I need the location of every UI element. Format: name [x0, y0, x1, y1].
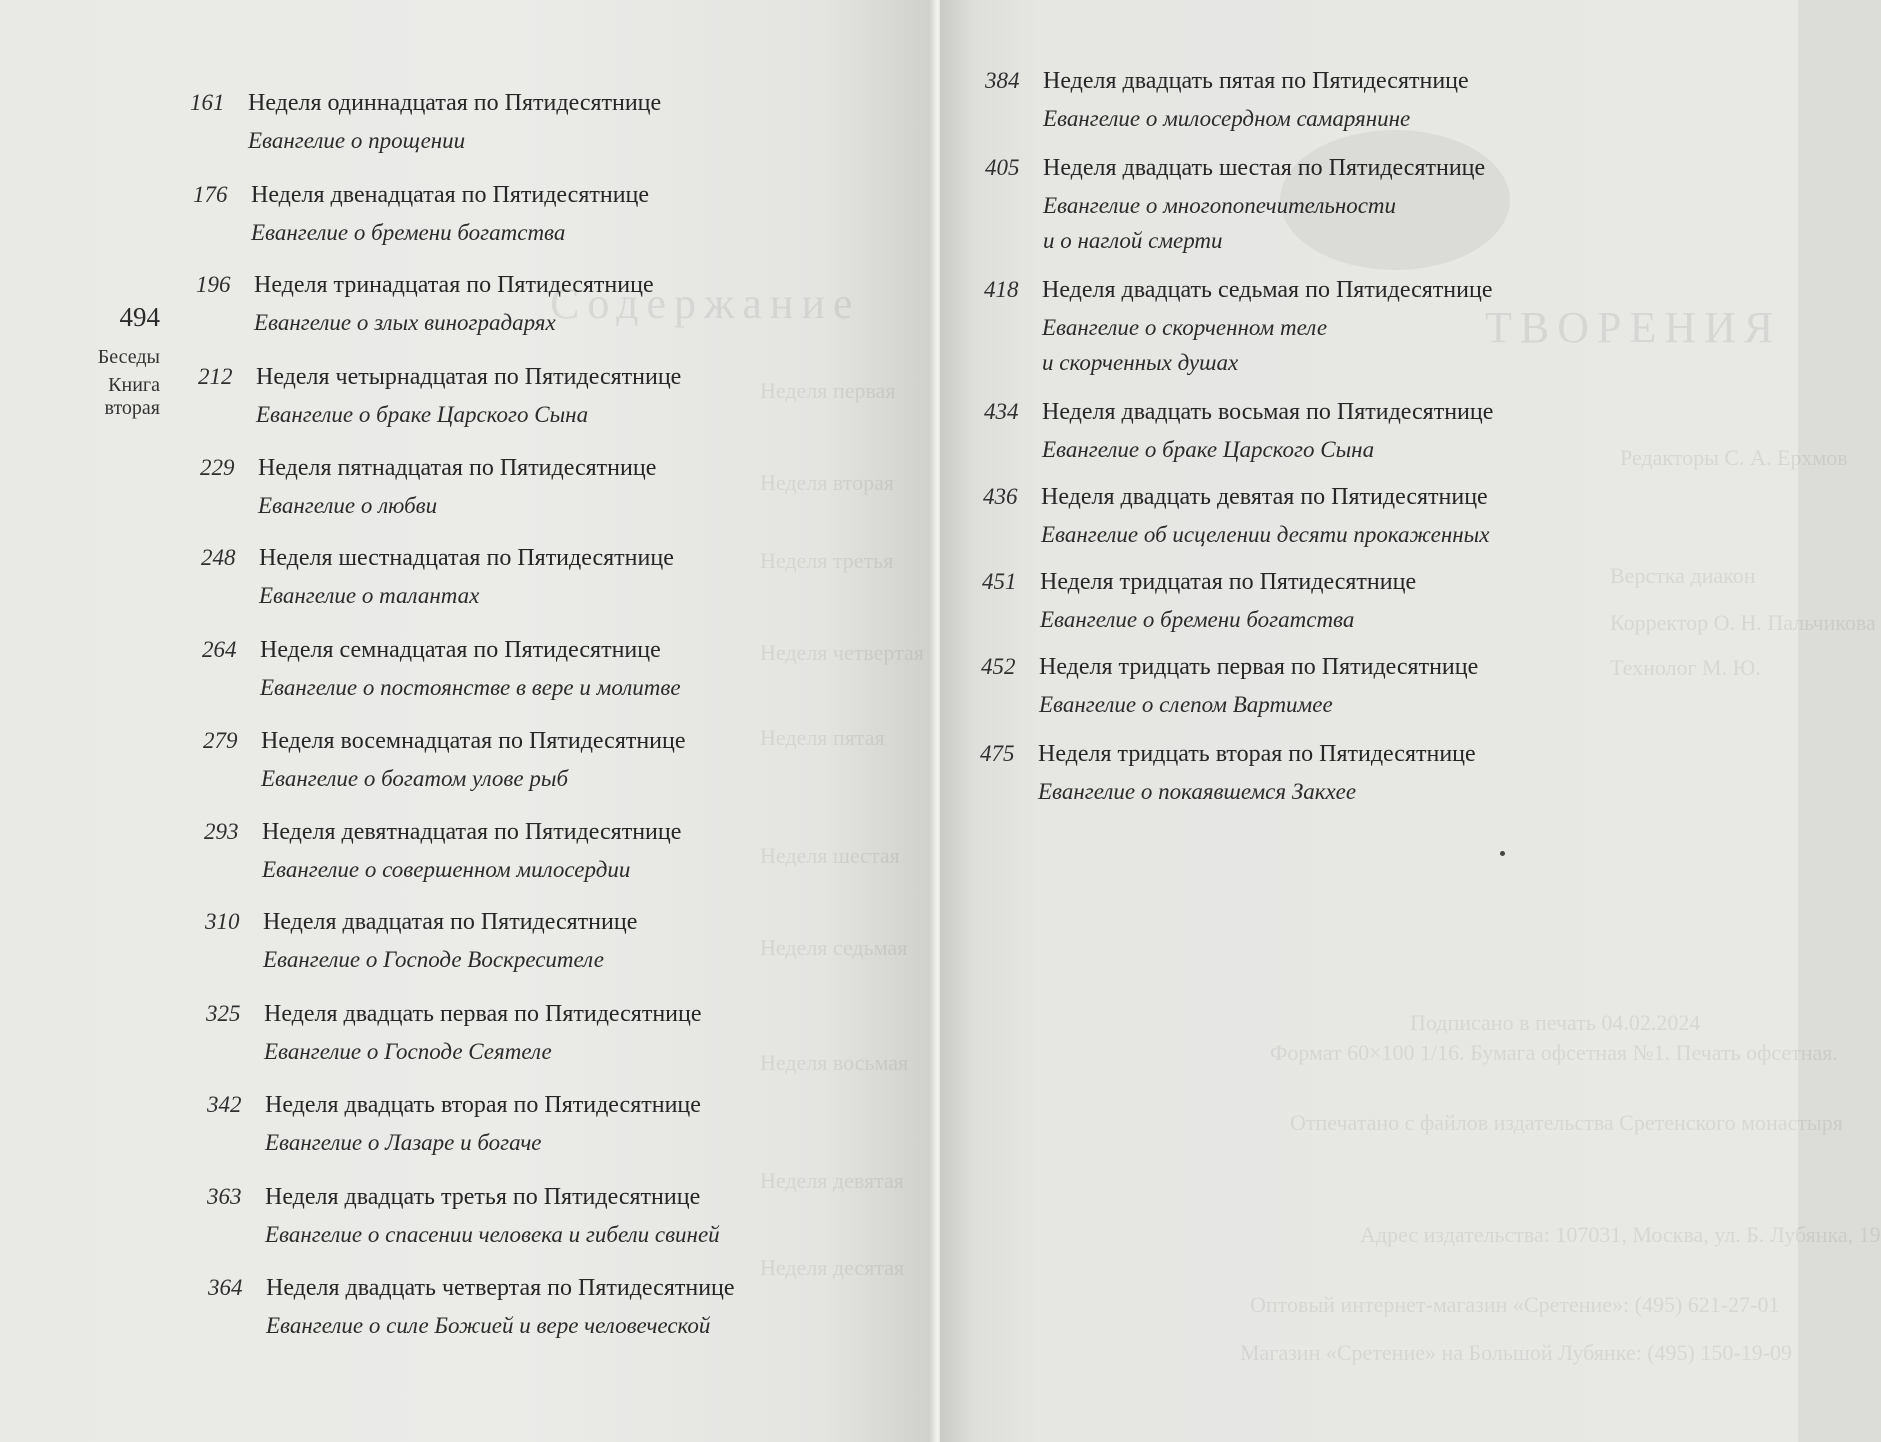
toc-gospel-reading: и скорченных душах — [1042, 350, 1239, 375]
toc-gospel-reading: Евангелие о постоянстве в вере и молитве — [260, 675, 681, 700]
toc-chapter-title: Неделя семнадцатая по Пятидесятнице — [260, 637, 661, 663]
toc-chapter-title: Неделя двадцать третья по Пятидесятнице — [265, 1184, 701, 1210]
toc-gospel-reading: Евангелие о многопопечительности — [1043, 193, 1397, 218]
show-through-line: Редакторы С. А. Ерхмов — [1620, 445, 1848, 470]
toc-page-number: 279 — [203, 728, 238, 753]
toc-page-number: 434 — [984, 399, 1019, 424]
toc-page-number: 418 — [984, 277, 1019, 302]
toc-chapter-title: Неделя шестнадцатая по Пятидесятнице — [259, 545, 674, 571]
show-through-line: Неделя первая — [760, 378, 896, 403]
toc-chapter-title: Неделя пятнадцатая по Пятидесятнице — [258, 455, 657, 481]
toc-page-number: 364 — [208, 1275, 243, 1300]
toc-chapter-title: Неделя двадцать первая по Пятидесятнице — [264, 1001, 702, 1027]
toc-chapter-title: Неделя тридцать вторая по Пятидесятнице — [1038, 741, 1476, 767]
show-through-illustration — [1280, 130, 1510, 270]
toc-page-number: 176 — [193, 182, 228, 207]
toc-gospel-reading: Евангелие о совершенном милосердии — [262, 857, 631, 882]
show-through-line: Неделя восьмая — [760, 1050, 909, 1075]
toc-page-number: 436 — [983, 484, 1018, 509]
toc-chapter-title: Неделя тринадцатая по Пятидесятнице — [254, 272, 654, 298]
running-header — [60, 300, 160, 420]
toc-gospel-reading: Евангелие о бремени богатства — [251, 220, 566, 245]
show-through-line: Адрес издательства: 107031, Москва, ул. Б. Лубянка, 19 — [1360, 1222, 1881, 1247]
toc-gospel-reading: Евангелие о Господе Сеятеле — [264, 1039, 552, 1064]
show-through-line: Магазин «Сретение» на Большой Лубянке: (495) 150-19-09 — [1240, 1340, 1793, 1365]
toc-page-number: 363 — [207, 1184, 242, 1209]
toc-gospel-reading: Евангелие о покаявшемся Закхее — [1038, 779, 1357, 804]
toc-gospel-reading: Евангелие о Лазаре и богаче — [265, 1130, 542, 1155]
show-through-line: Неделя третья — [760, 548, 894, 573]
toc-gospel-reading: Евангелие о скорченном теле — [1042, 315, 1328, 340]
toc-page-number: 475 — [980, 741, 1015, 766]
show-through-line: Отпечатано с файлов издательства Сретенского монастыря — [1290, 1110, 1843, 1135]
toc-chapter-title: Неделя тридцатая по Пятидесятнице — [1040, 569, 1417, 595]
show-through-line: Неделя десятая — [760, 1255, 905, 1280]
show-through-line: Подписано в печать 04.02.2024 — [1410, 1010, 1701, 1035]
show-through-line: Формат 60×100 1/16. Бумага офсетная №1. Печать офсетная. — [1270, 1040, 1838, 1065]
show-through-line: Неделя девятая — [760, 1168, 904, 1193]
running-subtitle: Книга вторая — [104, 374, 160, 419]
toc-gospel-reading: Евангелие о талантах — [259, 583, 480, 608]
toc-chapter-title: Неделя одиннадцатая по Пятидесятнице — [248, 90, 662, 116]
show-through-line: Неделя вторая — [760, 470, 894, 495]
toc-page-number: 325 — [206, 1001, 241, 1026]
toc-chapter-title: Неделя восемнадцатая по Пятидесятнице — [261, 728, 686, 754]
toc-chapter-title: Неделя девятнадцатая по Пятидесятнице — [262, 819, 682, 845]
show-through-line: Неделя шестая — [760, 843, 900, 868]
toc-gospel-reading: Евангелие о браке Царского Сына — [256, 402, 589, 427]
toc-page-number: 161 — [190, 90, 225, 115]
toc-chapter-title: Неделя тридцать первая по Пятидесятнице — [1039, 654, 1479, 680]
toc-gospel-reading: Евангелие о браке Царского Сына — [1042, 437, 1375, 462]
toc-chapter-title: Неделя двадцать шестая по Пятидесятнице — [1043, 155, 1486, 181]
show-through-line: Корректор О. Н. Пальчикова — [1610, 610, 1876, 635]
show-through-line: Неделя четвертая — [760, 640, 924, 665]
page-number: 494 — [119, 302, 160, 332]
left-page — [0, 0, 936, 1442]
show-through-line: Неделя седьмая — [760, 935, 908, 960]
toc-page-number: 405 — [985, 155, 1020, 180]
toc-gospel-reading: и о наглой смерти — [1043, 228, 1223, 253]
toc-page-number: 342 — [207, 1092, 242, 1117]
toc-page-number: 196 — [196, 272, 231, 297]
toc-page-number: 293 — [204, 819, 239, 844]
print-speck — [1500, 851, 1505, 856]
toc-chapter-title: Неделя двадцать пятая по Пятидесятнице — [1043, 68, 1469, 94]
toc-page-number: 264 — [202, 637, 237, 662]
show-through-line: Технолог М. Ю. — [1610, 655, 1761, 680]
show-through-heading: Содержание — [550, 279, 861, 328]
toc-page-number: 310 — [205, 909, 240, 934]
show-through-line: Оптовый интернет-магазин «Сретение»: (495) 621-27-01 — [1250, 1292, 1780, 1317]
toc-page-number: 452 — [981, 654, 1016, 679]
toc-chapter-title: Неделя двадцать вторая по Пятидесятнице — [265, 1092, 701, 1118]
toc-gospel-reading: Евангелие о спасении человека и гибели свиней — [265, 1222, 720, 1247]
toc-gospel-reading: Евангелие о прощении — [248, 128, 466, 153]
toc-page-number: 384 — [985, 68, 1020, 93]
toc-chapter-title: Неделя двенадцатая по Пятидесятнице — [251, 182, 650, 208]
toc-gospel-reading: Евангелие о богатом улове рыб — [261, 766, 569, 791]
toc-page-number: 229 — [200, 455, 235, 480]
toc-page-number: 248 — [201, 545, 236, 570]
toc-gospel-reading: Евангелие о любви — [258, 493, 438, 518]
toc-gospel-reading: Евангелие о злых виноградарях — [254, 310, 556, 335]
toc-page-number: 451 — [982, 569, 1017, 594]
toc-chapter-title: Неделя двадцать четвертая по Пятидесятнице — [266, 1275, 735, 1301]
show-through-heading: ТВОРЕНИЯ — [1485, 303, 1782, 352]
toc-gospel-reading: Евангелие об исцелении десяти прокаженных — [1041, 522, 1490, 547]
toc-chapter-title: Неделя четырнадцатая по Пятидесятнице — [256, 364, 682, 390]
toc-gospel-reading: Евангелие о бремени богатства — [1040, 607, 1355, 632]
toc-gospel-reading: Евангелие о силе Божией и вере человеческой — [266, 1313, 711, 1338]
show-through-line: Неделя пятая — [760, 725, 885, 750]
toc-chapter-title: Неделя двадцатая по Пятидесятнице — [263, 909, 638, 935]
toc-gospel-reading: Евангелие о слепом Вартимее — [1039, 692, 1333, 717]
toc-chapter-title: Неделя двадцать седьмая по Пятидесятнице — [1042, 277, 1493, 303]
toc-gospel-reading: Евангелие о милосердном самарянине — [1043, 106, 1411, 131]
running-title: Беседы — [97, 346, 160, 368]
toc-page-number: 212 — [198, 364, 233, 389]
toc-chapter-title: Неделя двадцать девятая по Пятидесятнице — [1041, 484, 1488, 510]
show-through-line: Верстка диакон — [1610, 563, 1756, 588]
toc-gospel-reading: Евангелие о Господе Воскресителе — [263, 947, 604, 972]
toc-chapter-title: Неделя двадцать восьмая по Пятидесятнице — [1042, 399, 1494, 425]
